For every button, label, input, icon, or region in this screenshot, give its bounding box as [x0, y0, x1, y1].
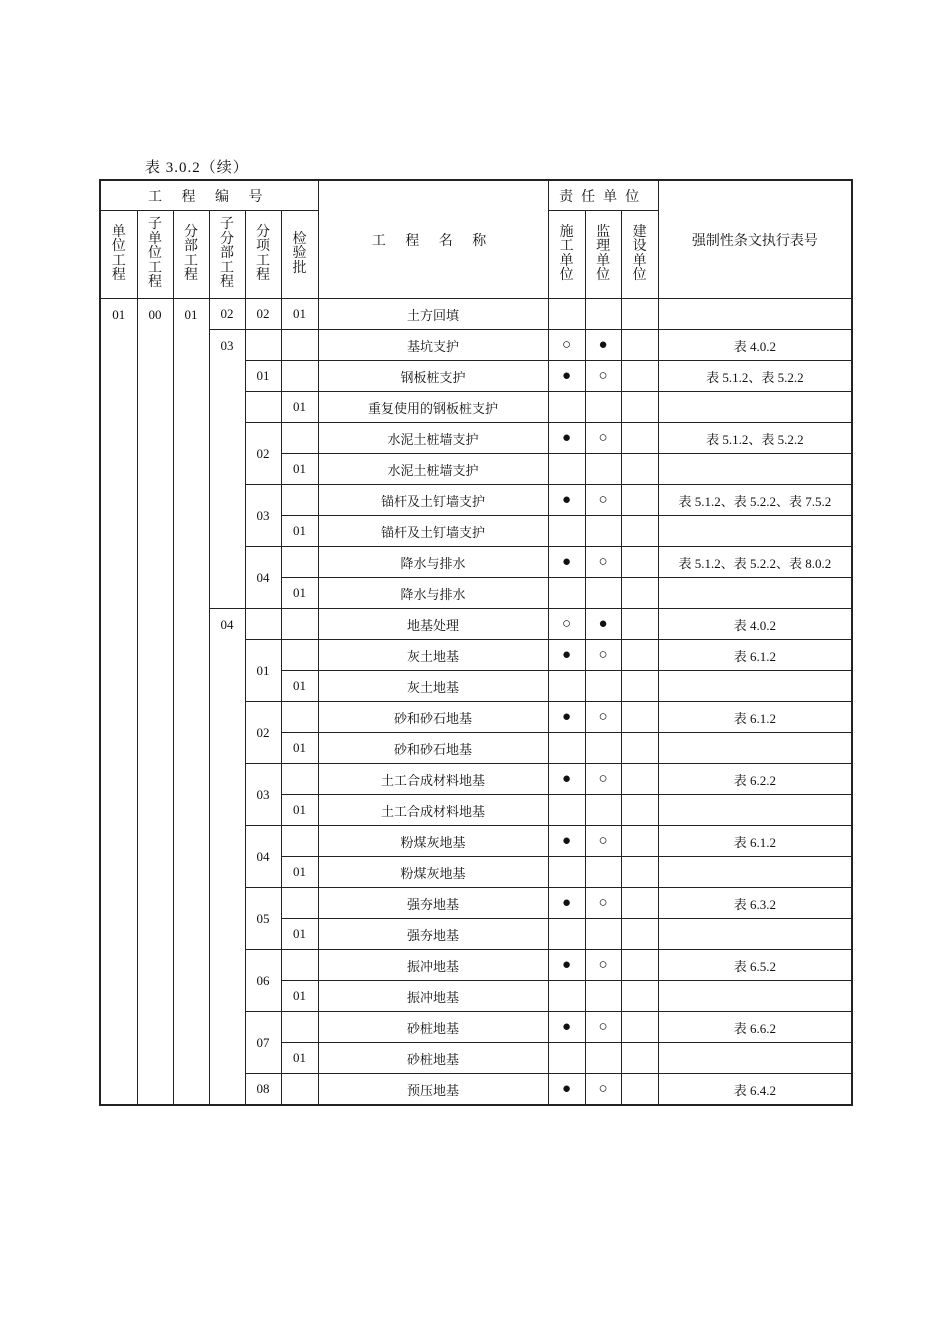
supervision-mark: ● — [585, 330, 621, 361]
project-name: 灰土地基 — [318, 671, 548, 702]
standard-ref — [658, 454, 852, 485]
owner-mark — [621, 392, 658, 423]
standard-ref: 表 4.0.2 — [658, 330, 852, 361]
supervision-mark: ○ — [585, 361, 621, 392]
project-name: 地基处理 — [318, 609, 548, 640]
construction-mark — [548, 516, 585, 547]
project-name: 重复使用的钢板桩支护 — [318, 392, 548, 423]
supervision-mark — [585, 733, 621, 764]
construction-mark — [548, 919, 585, 950]
item-code: 04 — [245, 547, 281, 609]
header-batch: 检验批 — [281, 211, 318, 299]
header-item: 分项工程 — [245, 211, 281, 299]
batch-code — [281, 1012, 318, 1043]
construction-mark: ● — [548, 1074, 585, 1106]
item-code: 03 — [245, 764, 281, 826]
batch-code: 01 — [281, 733, 318, 764]
batch-code: 01 — [281, 857, 318, 888]
batch-code — [281, 609, 318, 640]
owner-mark — [621, 733, 658, 764]
construction-mark — [548, 454, 585, 485]
owner-mark — [621, 547, 658, 578]
batch-code — [281, 361, 318, 392]
item-code: 02 — [245, 299, 281, 330]
owner-mark — [621, 1012, 658, 1043]
sub-division-code: 02 — [209, 299, 245, 330]
batch-code: 01 — [281, 454, 318, 485]
owner-mark — [621, 423, 658, 454]
standard-ref: 表 5.1.2、表 5.2.2 — [658, 423, 852, 454]
owner-mark — [621, 299, 658, 330]
project-name: 预压地基 — [318, 1074, 548, 1106]
construction-mark — [548, 392, 585, 423]
construction-mark: ● — [548, 1012, 585, 1043]
header-standard-table: 强制性条文执行表号 — [658, 180, 852, 299]
supervision-mark: ○ — [585, 950, 621, 981]
batch-code — [281, 485, 318, 516]
owner-mark — [621, 1043, 658, 1074]
standard-ref — [658, 516, 852, 547]
standard-ref — [658, 733, 852, 764]
batch-code: 01 — [281, 578, 318, 609]
batch-code — [281, 764, 318, 795]
project-name: 土工合成材料地基 — [318, 795, 548, 826]
batch-code — [281, 423, 318, 454]
standard-ref: 表 6.3.2 — [658, 888, 852, 919]
supervision-mark — [585, 671, 621, 702]
project-name: 水泥土桩墙支护 — [318, 454, 548, 485]
construction-mark: ● — [548, 702, 585, 733]
owner-mark — [621, 764, 658, 795]
table-row — [100, 609, 852, 640]
owner-mark — [621, 671, 658, 702]
batch-code — [281, 950, 318, 981]
project-name: 砂和砂石地基 — [318, 733, 548, 764]
project-name: 粉煤灰地基 — [318, 826, 548, 857]
owner-mark — [621, 578, 658, 609]
construction-mark: ● — [548, 423, 585, 454]
standard-ref — [658, 299, 852, 330]
supervision-mark — [585, 454, 621, 485]
batch-code: 01 — [281, 795, 318, 826]
standard-ref: 表 6.4.2 — [658, 1074, 852, 1106]
header-unit: 单位工程 — [100, 211, 137, 299]
standard-ref — [658, 857, 852, 888]
standard-ref: 表 6.1.2 — [658, 640, 852, 671]
supervision-mark — [585, 981, 621, 1012]
construction-mark: ● — [548, 950, 585, 981]
owner-mark — [621, 1074, 658, 1106]
supervision-mark: ○ — [585, 640, 621, 671]
project-name: 砂桩地基 — [318, 1043, 548, 1074]
construction-mark: ● — [548, 547, 585, 578]
batch-code — [281, 888, 318, 919]
owner-mark — [621, 485, 658, 516]
construction-mark — [548, 1043, 585, 1074]
construction-mark: ● — [548, 888, 585, 919]
division-code: 01 — [173, 299, 209, 1106]
owner-mark — [621, 950, 658, 981]
batch-code: 01 — [281, 1043, 318, 1074]
project-name: 水泥土桩墙支护 — [318, 423, 548, 454]
construction-mark — [548, 299, 585, 330]
table-row — [100, 330, 852, 361]
project-name: 土方回填 — [318, 299, 548, 330]
batch-code — [281, 640, 318, 671]
supervision-mark — [585, 578, 621, 609]
supervision-mark — [585, 1043, 621, 1074]
batch-code: 01 — [281, 671, 318, 702]
batch-code: 01 — [281, 919, 318, 950]
engineering-table — [99, 179, 853, 1106]
owner-mark — [621, 609, 658, 640]
project-name: 基坑支护 — [318, 330, 548, 361]
item-code: 07 — [245, 1012, 281, 1074]
batch-code: 01 — [281, 299, 318, 330]
owner-mark — [621, 981, 658, 1012]
project-name: 强夯地基 — [318, 919, 548, 950]
supervision-mark — [585, 795, 621, 826]
project-name: 锚杆及土钉墙支护 — [318, 485, 548, 516]
supervision-mark: ○ — [585, 826, 621, 857]
standard-ref: 表 6.5.2 — [658, 950, 852, 981]
standard-ref — [658, 981, 852, 1012]
owner-mark — [621, 888, 658, 919]
standard-ref: 表 5.1.2、表 5.2.2、表 8.0.2 — [658, 547, 852, 578]
project-name: 土工合成材料地基 — [318, 764, 548, 795]
project-name: 砂桩地基 — [318, 1012, 548, 1043]
header-sub-division: 子分部工程 — [209, 211, 245, 299]
owner-mark — [621, 640, 658, 671]
table-caption: 表 3.0.2（续） — [145, 160, 249, 176]
batch-code — [281, 1074, 318, 1106]
header-project-name: 工 程 名 称 — [318, 180, 548, 299]
standard-ref — [658, 671, 852, 702]
supervision-mark: ○ — [585, 702, 621, 733]
owner-mark — [621, 795, 658, 826]
construction-mark — [548, 733, 585, 764]
supervision-mark: ○ — [585, 764, 621, 795]
construction-mark — [548, 857, 585, 888]
sub-division-code: 04 — [209, 609, 245, 1106]
construction-mark: ● — [548, 640, 585, 671]
supervision-mark — [585, 392, 621, 423]
project-name: 粉煤灰地基 — [318, 857, 548, 888]
header-supervision: 监理单位 — [585, 211, 621, 299]
supervision-mark: ● — [585, 609, 621, 640]
supervision-mark: ○ — [585, 423, 621, 454]
header-sub-unit: 子单位工程 — [137, 211, 173, 299]
standard-ref — [658, 919, 852, 950]
supervision-mark: ○ — [585, 547, 621, 578]
supervision-mark — [585, 919, 621, 950]
standard-ref: 表 4.0.2 — [658, 609, 852, 640]
batch-code — [281, 702, 318, 733]
standard-ref: 表 6.1.2 — [658, 826, 852, 857]
standard-ref — [658, 578, 852, 609]
standard-ref — [658, 1043, 852, 1074]
project-name: 灰土地基 — [318, 640, 548, 671]
construction-mark: ● — [548, 764, 585, 795]
supervision-mark: ○ — [585, 1074, 621, 1106]
project-name: 强夯地基 — [318, 888, 548, 919]
item-code: 05 — [245, 888, 281, 950]
item-code: 03 — [245, 485, 281, 547]
item-code: 01 — [245, 361, 281, 392]
standard-ref: 表 5.1.2、表 5.2.2、表 7.5.2 — [658, 485, 852, 516]
supervision-mark — [585, 516, 621, 547]
construction-mark: ● — [548, 361, 585, 392]
construction-mark: ● — [548, 826, 585, 857]
project-name: 钢板桩支护 — [318, 361, 548, 392]
unit-code: 01 — [100, 299, 137, 1106]
construction-mark — [548, 981, 585, 1012]
item-code: 02 — [245, 702, 281, 764]
project-name: 降水与排水 — [318, 547, 548, 578]
header-division: 分部工程 — [173, 211, 209, 299]
standard-ref — [658, 392, 852, 423]
batch-code — [281, 547, 318, 578]
owner-mark — [621, 857, 658, 888]
table-row — [100, 299, 852, 330]
supervision-mark: ○ — [585, 1012, 621, 1043]
batch-code: 01 — [281, 981, 318, 1012]
owner-mark — [621, 826, 658, 857]
supervision-mark — [585, 857, 621, 888]
item-code — [245, 609, 281, 640]
construction-mark: ○ — [548, 330, 585, 361]
owner-mark — [621, 454, 658, 485]
construction-mark — [548, 578, 585, 609]
standard-ref: 表 6.6.2 — [658, 1012, 852, 1043]
project-name: 降水与排水 — [318, 578, 548, 609]
item-code: 08 — [245, 1074, 281, 1106]
standard-ref: 表 6.1.2 — [658, 702, 852, 733]
owner-mark — [621, 330, 658, 361]
batch-code — [281, 330, 318, 361]
owner-mark — [621, 361, 658, 392]
batch-code: 01 — [281, 392, 318, 423]
standard-ref — [658, 795, 852, 826]
sub-unit-code: 00 — [137, 299, 173, 1106]
header-construction: 施工单位 — [548, 211, 585, 299]
project-name: 锚杆及土钉墙支护 — [318, 516, 548, 547]
standard-ref: 表 6.2.2 — [658, 764, 852, 795]
item-code: 06 — [245, 950, 281, 1012]
owner-mark — [621, 516, 658, 547]
owner-mark — [621, 919, 658, 950]
construction-mark: ○ — [548, 609, 585, 640]
item-code: 04 — [245, 826, 281, 888]
supervision-mark: ○ — [585, 485, 621, 516]
construction-mark — [548, 671, 585, 702]
item-code: 02 — [245, 423, 281, 485]
header-owner: 建设单位 — [621, 211, 658, 299]
owner-mark — [621, 702, 658, 733]
construction-mark: ● — [548, 485, 585, 516]
batch-code: 01 — [281, 516, 318, 547]
item-code: 01 — [245, 640, 281, 702]
item-code — [245, 392, 281, 423]
standard-ref: 表 5.1.2、表 5.2.2 — [658, 361, 852, 392]
batch-code — [281, 826, 318, 857]
project-name: 砂和砂石地基 — [318, 702, 548, 733]
header-project-code: 工 程 编 号 — [100, 180, 318, 211]
supervision-mark — [585, 299, 621, 330]
item-code — [245, 330, 281, 361]
construction-mark — [548, 795, 585, 826]
header-responsible-unit: 责任单位 — [548, 180, 658, 211]
project-name: 振冲地基 — [318, 981, 548, 1012]
supervision-mark: ○ — [585, 888, 621, 919]
sub-division-code: 03 — [209, 330, 245, 609]
project-name: 振冲地基 — [318, 950, 548, 981]
